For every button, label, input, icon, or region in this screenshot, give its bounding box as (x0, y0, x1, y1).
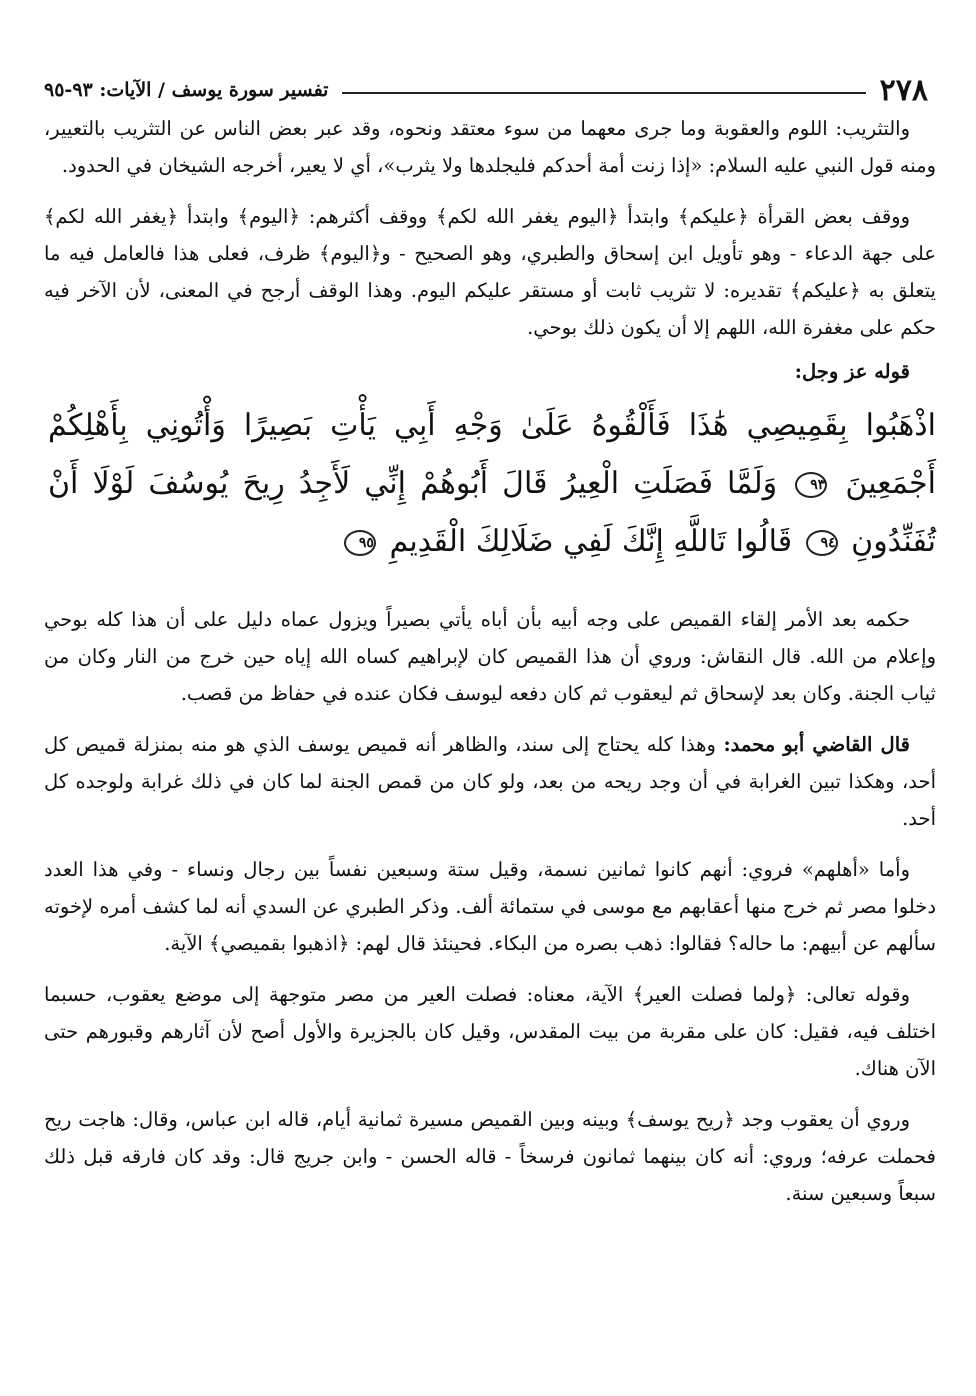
verse-95-text: قَالُوا تَاللَّهِ إِنَّكَ لَفِي ضَلَالِكَ الْقَدِيمِ (389, 524, 793, 559)
paragraph-fasalat: وقوله تعالى: ﴿ولما فصلت العير﴾ الآية، معناه: فصلت العير من مصر متوجهة إلى موضع يعقوب، حسبما اختلف فيه، فقيل: كان على مقربة من بيت المقدس، وقيل كان بالجزيرة والأول أصح لأن آثارهم وقبورهم حتى الآن هناك. (44, 983, 936, 1080)
ayah-number-93: ٩٣ (795, 472, 827, 498)
header-rule (342, 92, 865, 94)
ayah-number-95: ٩٥ (344, 530, 376, 556)
paragraph-qadi (44, 726, 936, 837)
page-header (44, 70, 928, 110)
running-title: تفسير سورة يوسف / الآيات: ٩٣-٩٥ (44, 79, 329, 101)
paragraph-tathrib: والتثريب: اللوم والعقوبة وما جرى معهما من سوء معتقد ونحوه، وقد عبر بعض الناس عن التثريب بالتعيير، ومنه قول النبي عليه السلام: «إذا زنت أمة أحدكم فليجلدها ولا يثرب»، أي لا يعير، أخرجه الشيخان في الحدود. (44, 117, 936, 177)
paragraph-ahlihim: وأما «أهلهم» فروي: أنهم كانوا ثمانين نسمة، وقيل ستة وسبعين نفساً بين رجال ونساء - وفي هذا العدد دخلوا مصر ثم خرج منها أعقابهم مع موسى في ستمائة ألف. وذكر الطبري عن السدي أنه لما كشف أمره لإخوته سألهم عن أبيهم: ما حاله؟ فقالوا: ذهب بصره من البكاء. فحينئذ قال لهم: ﴿اذهبوا بقميصي﴾ الآية. (44, 858, 936, 955)
ayah-number-94: ٩٤ (806, 530, 838, 556)
paragraph-rih-yusuf: وروي أن يعقوب وجد ﴿ريح يوسف﴾ وبينه وبين القميص مسيرة ثمانية أيام، قاله ابن عباس، وقال: هاجت ريح فحملت عرفه؛ وروي: أنه كان بينهما ثمانون فرسخاً - قاله الحسن - وابن جريج قال: وقد كان فارقه قبل ذلك سبعاً وسبعين سنة. (44, 1108, 936, 1205)
quran-verse-block (44, 397, 936, 571)
paragraph-waqf: ووقف بعض القرأة ﴿عليكم﴾ وابتدأ ﴿اليوم يغفر الله لكم﴾ ووقف أكثرهم: ﴿اليوم﴾ وابتدأ ﴿يغفر الله لكم﴾ على جهة الدعاء - وهو تأويل ابن إسحاق والطبري، وهو الصحيح - و﴿اليوم﴾ ظرف، فعلى هذا فالعامل فيه ما يتعلق به ﴿عليكم﴾ تقديره: لا تثريب ثابت أو مستقر عليكم اليوم. وهذا الوقف أرجح في المعنى، لأن الآخر فيه حكم على مغفرة الله، اللهم إلا أن يكون ذلك بوحي. (44, 205, 936, 339)
qadi-text: وهذا كله يحتاج إلى سند، والظاهر أنه قميص يوسف الذي هو منه بمنزلة قميص كل أحد، وهكذا تبين الغرابة في أن وجد ريحه من بعد، ولو كان من قمص الجنة لما كان في ذلك غرابة ولوجده كل أحد. (44, 733, 936, 830)
page-number: ٢٧٨ (879, 72, 928, 108)
paragraph-qamis: حكمه بعد الأمر إلقاء القميص على وجه أبيه بأن أباه يأتي بصيراً ويزول عماه دليل على أن هذا كله بوحي وإعلام من الله. قال النقاش: وروي أن هذا القميص كان لإبراهيم كساه الله إياه حين خرج من النار وكان من ثياب الجنة. وكان بعد لإسحاق ثم ليعقوب ثم كان دفعه ليوسف فكان عنده في حفاظ من قصب. (44, 608, 936, 705)
verse-93-text: اذْهَبُوا بِقَمِيصِي هَٰذَا فَأَلْقُوهُ عَلَىٰ وَجْهِ أَبِي يَأْتِ بَصِيرًا وَأْتُونِي بِأَهْلِكُمْ أَجْمَعِينَ (48, 408, 936, 501)
verse-intro: قوله عز وجل: (794, 360, 910, 383)
verse-94-text: وَلَمَّا فَصَلَتِ الْعِيرُ قَالَ أَبُوهُمْ إِنِّي لَأَجِدُ رِيحَ يُوسُفَ لَوْلَا أَنْ تُفَنِّدُونِ (48, 466, 936, 559)
qadi-label: قال القاضي أبو محمد: (723, 733, 910, 756)
